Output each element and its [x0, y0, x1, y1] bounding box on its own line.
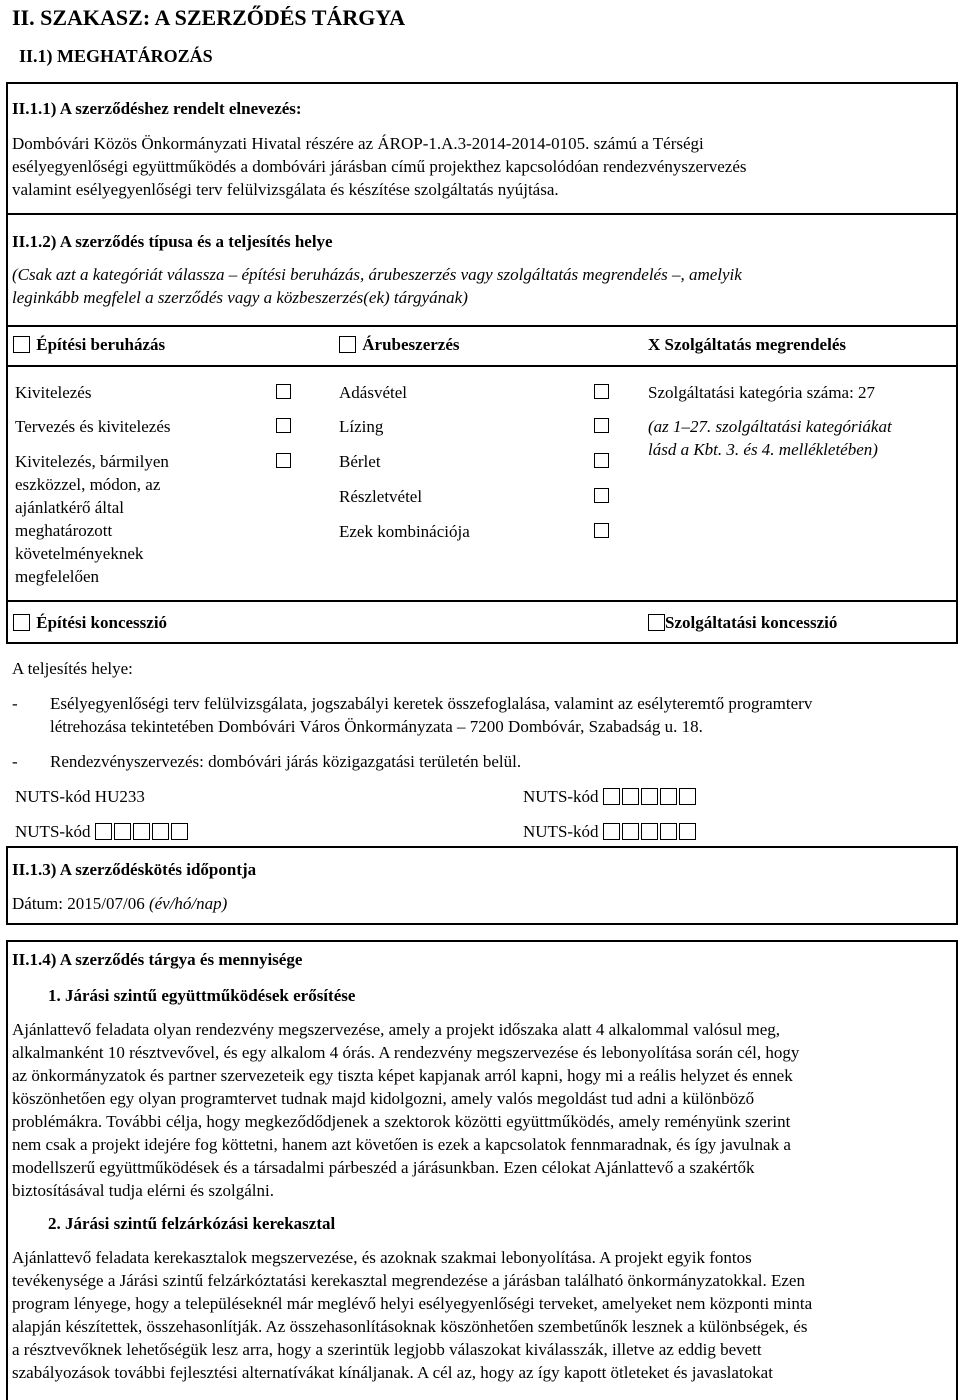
- nuts-code-empty: NUTS-kód: [523, 785, 698, 808]
- checkbox-works-item[interactable]: [276, 384, 291, 399]
- checkbox-works-concession[interactable]: [13, 614, 30, 631]
- checkbox-works-item[interactable]: [276, 453, 291, 468]
- nuts-box[interactable]: [603, 823, 620, 840]
- s112-note: leginkább megfelel a szerződés vagy a közbeszerzés(ek) tárgyának): [12, 288, 468, 307]
- place-item: Esélyegyenlőségi terv felülvizsgálata, jogszabályi keretek összefoglalása, valamint az esélyteremtő programterv: [50, 694, 813, 713]
- contract-date-format: (év/hó/nap): [148, 894, 228, 913]
- works-concession-label: Építési koncesszió: [36, 613, 168, 632]
- works-item-multi: Kivitelezés, bármilyen eszközzel, módon, az ajánlatkérő által meghatározott követelményeknek megfelelően: [15, 452, 169, 586]
- nuts-box[interactable]: [679, 823, 696, 840]
- checkbox-works[interactable]: [13, 336, 30, 353]
- works-item: Kivitelezés: [15, 383, 92, 402]
- place-label: A teljesítés helye:: [12, 659, 133, 678]
- supplies-item: Lízing: [339, 417, 384, 436]
- contract-name-line: esélyegyenlőségi együttműködés a dombóvári járásban című projekthez kapcsolódóan rendezvényszervezés: [12, 157, 747, 176]
- checkbox-service-concession[interactable]: [648, 614, 665, 631]
- place-item: létrehozása tekintetében Dombóvári Város Önkormányzata – 7200 Dombóvár, Szabadság u. 18.: [50, 717, 703, 736]
- bullet-dash: -: [12, 752, 18, 771]
- checkbox-works-item[interactable]: [276, 418, 291, 433]
- checkbox-supplies-item[interactable]: [594, 384, 609, 399]
- s112-heading: II.1.2) A szerződés típusa és a teljesítés helye: [12, 232, 333, 251]
- place-item: Rendezvényszervezés: dombóvári járás közigazgatási területén belül.: [50, 752, 522, 771]
- nuts-code-empty: NUTS-kód: [523, 820, 698, 843]
- nuts-box[interactable]: [603, 788, 620, 805]
- divider-line: [6, 325, 958, 327]
- checkbox-supplies-item[interactable]: [594, 418, 609, 433]
- category-works-label: Építési beruházás: [36, 335, 166, 354]
- checkbox-supplies-item[interactable]: [594, 488, 609, 503]
- service-note: (az 1–27. szolgáltatási kategóriákat: [648, 417, 892, 436]
- s112-note: (Csak azt a kategóriát válassza – építési beruházás, árubeszerzés vagy szolgáltatás megrendelés –, amelyik: [12, 265, 742, 284]
- s111-heading: II.1.1) A szerződéshez rendelt elnevezés:: [12, 99, 302, 118]
- supplies-item: Részletvétel: [339, 487, 423, 506]
- scope-item-title: 2. Járási szintű felzárkózási kerekasztal: [48, 1214, 336, 1233]
- supplies-item: Ezek kombinációja: [339, 522, 470, 541]
- nuts-box[interactable]: [95, 823, 112, 840]
- service-concession-label: Szolgáltatási koncesszió: [665, 613, 838, 632]
- service-note: lásd a Kbt. 3. és 4. mellékletében): [648, 440, 878, 459]
- works-item: Tervezés és kivitelezés: [15, 417, 171, 436]
- works-concession[interactable]: [13, 611, 167, 634]
- supplies-item: Adásvétel: [339, 383, 407, 402]
- bullet-dash: -: [12, 694, 18, 713]
- contract-date: [12, 892, 227, 915]
- nuts-box[interactable]: [152, 823, 169, 840]
- scope-item-text: Ajánlattevő feladata kerekasztalok megszervezése, és azoknak szakmai lebonyolítása. A projekt egyik fontos tevékenysége a Járási szintű felzárkóztatási kerekasztal megrendezése a járásban található önkormányzatokkal. Ezen program lényege, hogy a településeknél már meglévő helyi esélyegyenlőségi terveket, amelyeket nem központi minta alapján készítettek, összehasonlítják. Az összehasonlításoknak köszönhetően szembetűnők lesznek a különbségek, és a résztvevőknek lehetőségük lesz arra, hogy a szerintük legjobb válaszokat kiválasszák, illetve az eddig bevett szabályozások további fejlesztési alternatívákat kínáljanak. A cél az, hogy az így kapott ötleteket és javaslatokat: [12, 1248, 813, 1382]
- supplies-item: Bérlet: [339, 452, 381, 471]
- nuts-box[interactable]: [622, 823, 639, 840]
- contract-name-line: Dombóvári Közös Önkormányzati Hivatal részére az ÁROP-1.A.3-2014-2014-0105. számú a Térségi: [12, 134, 704, 153]
- checkbox-supplies-item[interactable]: [594, 453, 609, 468]
- nuts-code: NUTS-kód HU233: [15, 787, 145, 806]
- divider-line: [6, 213, 958, 215]
- service-concession[interactable]: [648, 611, 837, 634]
- scope-item-text: Ajánlattevő feladata olyan rendezvény megszervezése, amely a projekt időszaka alatt 4 alkalommal valósul meg, alkalmanként 10 résztvevővel, és egy alkalom 4 órás. A rendezvény megszervezése és lebonyolítása során cél, hogy az önkormányzatok és partner szervezeteik egy tiszta képet kapjanak arról kapni, hogy mi a reális helyzet és ennek köszönhetően egy olyan programtervet tudnak majd kidolgozni, amely valós megoldást tud adni a különböző problémákra. További célja, hogy megkeződődjenek a szektorok közötti együttműködés, amely reményünk szerint nem csak a projekt idejére fog köttetni, hanem azt követően is ezek a kapcsolatok fennmaradnak, és így javulnak a modellszerű együttműködések és a társadalmi párbeszéd a járásunkban. Ezen célokat Ajánlattevő a szakértők biztosításával tudja elérni és szolgálni.: [12, 1020, 800, 1200]
- category-works[interactable]: [13, 333, 165, 356]
- nuts-box[interactable]: [622, 788, 639, 805]
- s114-heading: II.1.4) A szerződés tárgya és mennyisége: [12, 950, 303, 969]
- section-title: II. SZAKASZ: A SZERZŐDÉS TÁRGYA: [12, 5, 406, 30]
- s113-heading: II.1.3) A szerződéskötés időpontja: [12, 860, 257, 879]
- checkbox-supplies[interactable]: [339, 336, 356, 353]
- nuts-box[interactable]: [171, 823, 188, 840]
- scope-item-title: 1. Járási szintű együttműködések erősítése: [48, 986, 356, 1005]
- nuts-box[interactable]: [679, 788, 696, 805]
- divider-line: [6, 600, 958, 602]
- section-subtitle: II.1) MEGHATÁROZÁS: [19, 46, 213, 66]
- category-services[interactable]: X Szolgáltatás megrendelés: [648, 335, 846, 354]
- service-category: Szolgáltatási kategória száma: 27: [648, 383, 876, 402]
- category-supplies[interactable]: [339, 333, 460, 356]
- nuts-box[interactable]: [660, 823, 677, 840]
- divider-line: [6, 365, 958, 367]
- contract-name-line: valamint esélyegyenlőségi terv felülvizsgálata és készítése szolgáltatás nyújtása.: [12, 180, 559, 199]
- checkbox-supplies-item[interactable]: [594, 523, 609, 538]
- nuts-box[interactable]: [114, 823, 131, 840]
- category-supplies-label: Árubeszerzés: [362, 335, 460, 354]
- contract-date-value: Dátum: 2015/07/06: [12, 894, 145, 913]
- nuts-code-empty: NUTS-kód: [15, 820, 190, 843]
- nuts-box[interactable]: [641, 788, 658, 805]
- nuts-box[interactable]: [133, 823, 150, 840]
- nuts-box[interactable]: [641, 823, 658, 840]
- nuts-box[interactable]: [660, 788, 677, 805]
